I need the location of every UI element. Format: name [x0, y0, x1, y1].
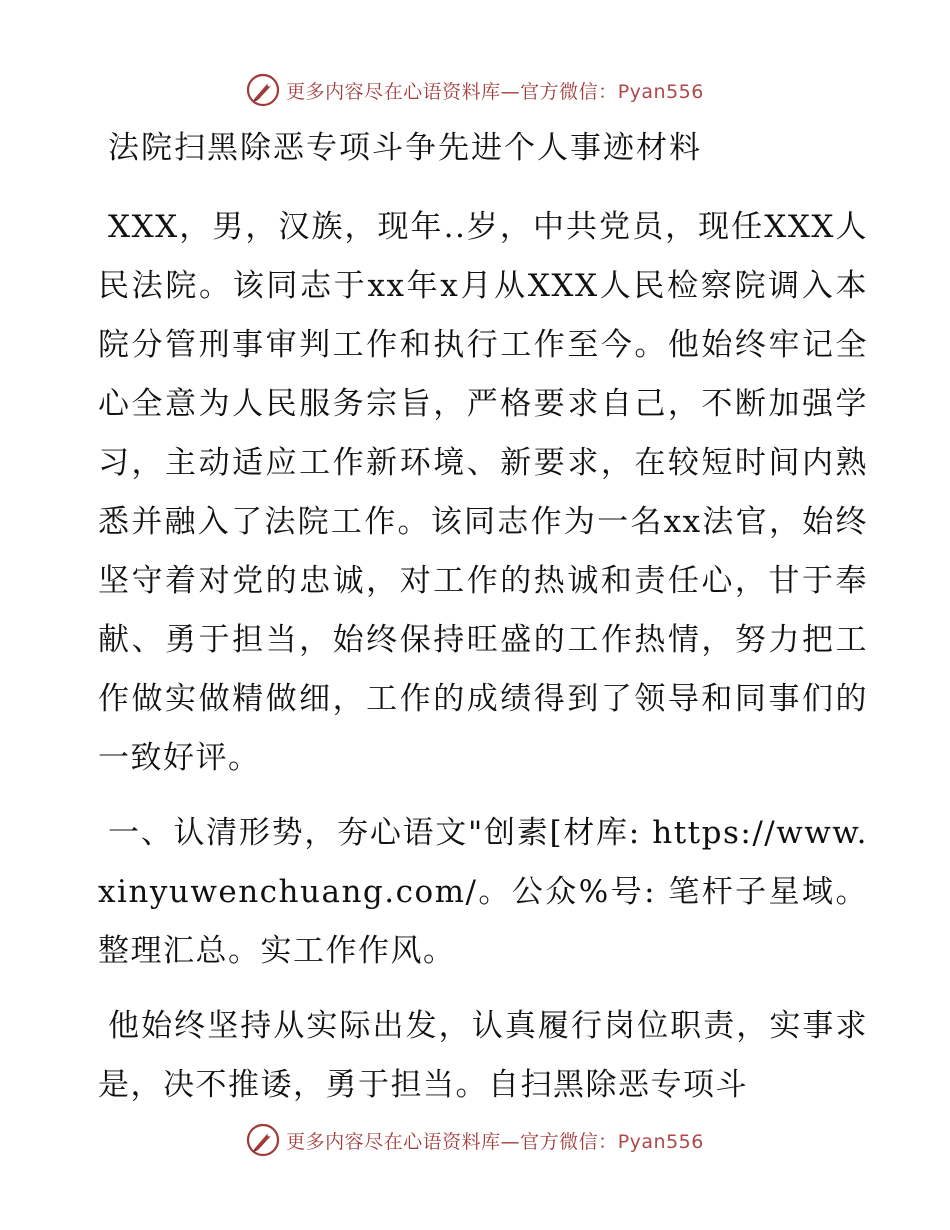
footer-banner — [0, 1120, 950, 1160]
footer-banner-wechat-label: 官方微信： — [520, 1130, 618, 1153]
header-banner-wechat-label: 官方微信： — [520, 80, 618, 103]
header-banner-text — [286, 77, 704, 104]
footer-banner-slogan: 更多内容尽在心语资料库 — [286, 1130, 501, 1153]
paragraph-intro: XXX，男，汉族，现年..岁，中共党员，现任XXX人民法院。该同志于xx年x月从XXX人民检察院调入本院分管刑事审判工作和执行工作至今。他始终牢记全心全意为人民服务宗旨，严格要求自己，不断加强学习，主动适应工作新环境、新要求，在较短时间内熟悉并融入了法院工作。该同志作为一名xx法官，始终坚守着对党的忠诚，对工作的热诚和责任心，甘于奉献、勇于担当，始终保持旺盛的工作热情，努力把工作做实做精做细，工作的成绩得到了领导和同事们的一致好评。 — [98, 209, 868, 776]
paragraph-section-1: 一、认清形势，夯心语文"创素[材库: https://www.xinyuwenchuang.com/。公众%号: 笔杆子星域。整理汇总。实工作作风。 — [98, 815, 868, 969]
header-banner-separator: — — [500, 80, 521, 103]
document-body — [98, 120, 868, 1131]
footer-banner-separator: — — [500, 1130, 521, 1153]
pen-logo-icon — [246, 1123, 280, 1157]
footer-banner-wechat-id: Pyan556 — [617, 1130, 704, 1153]
header-banner-wechat-id: Pyan556 — [617, 80, 704, 103]
header-banner — [0, 70, 950, 110]
header-banner-slogan: 更多内容尽在心语资料库 — [286, 80, 501, 103]
paragraph-section-1-body: 他始终坚持从实际出发，认真履行岗位职责，实事求是，决不推诿，勇于担当。自扫黑除恶专项斗 — [98, 1008, 868, 1103]
footer-banner-text — [286, 1127, 704, 1154]
pen-logo-icon — [246, 73, 280, 107]
document-title: 法院扫黑除恶专项斗争先进个人事迹材料 — [108, 130, 702, 166]
